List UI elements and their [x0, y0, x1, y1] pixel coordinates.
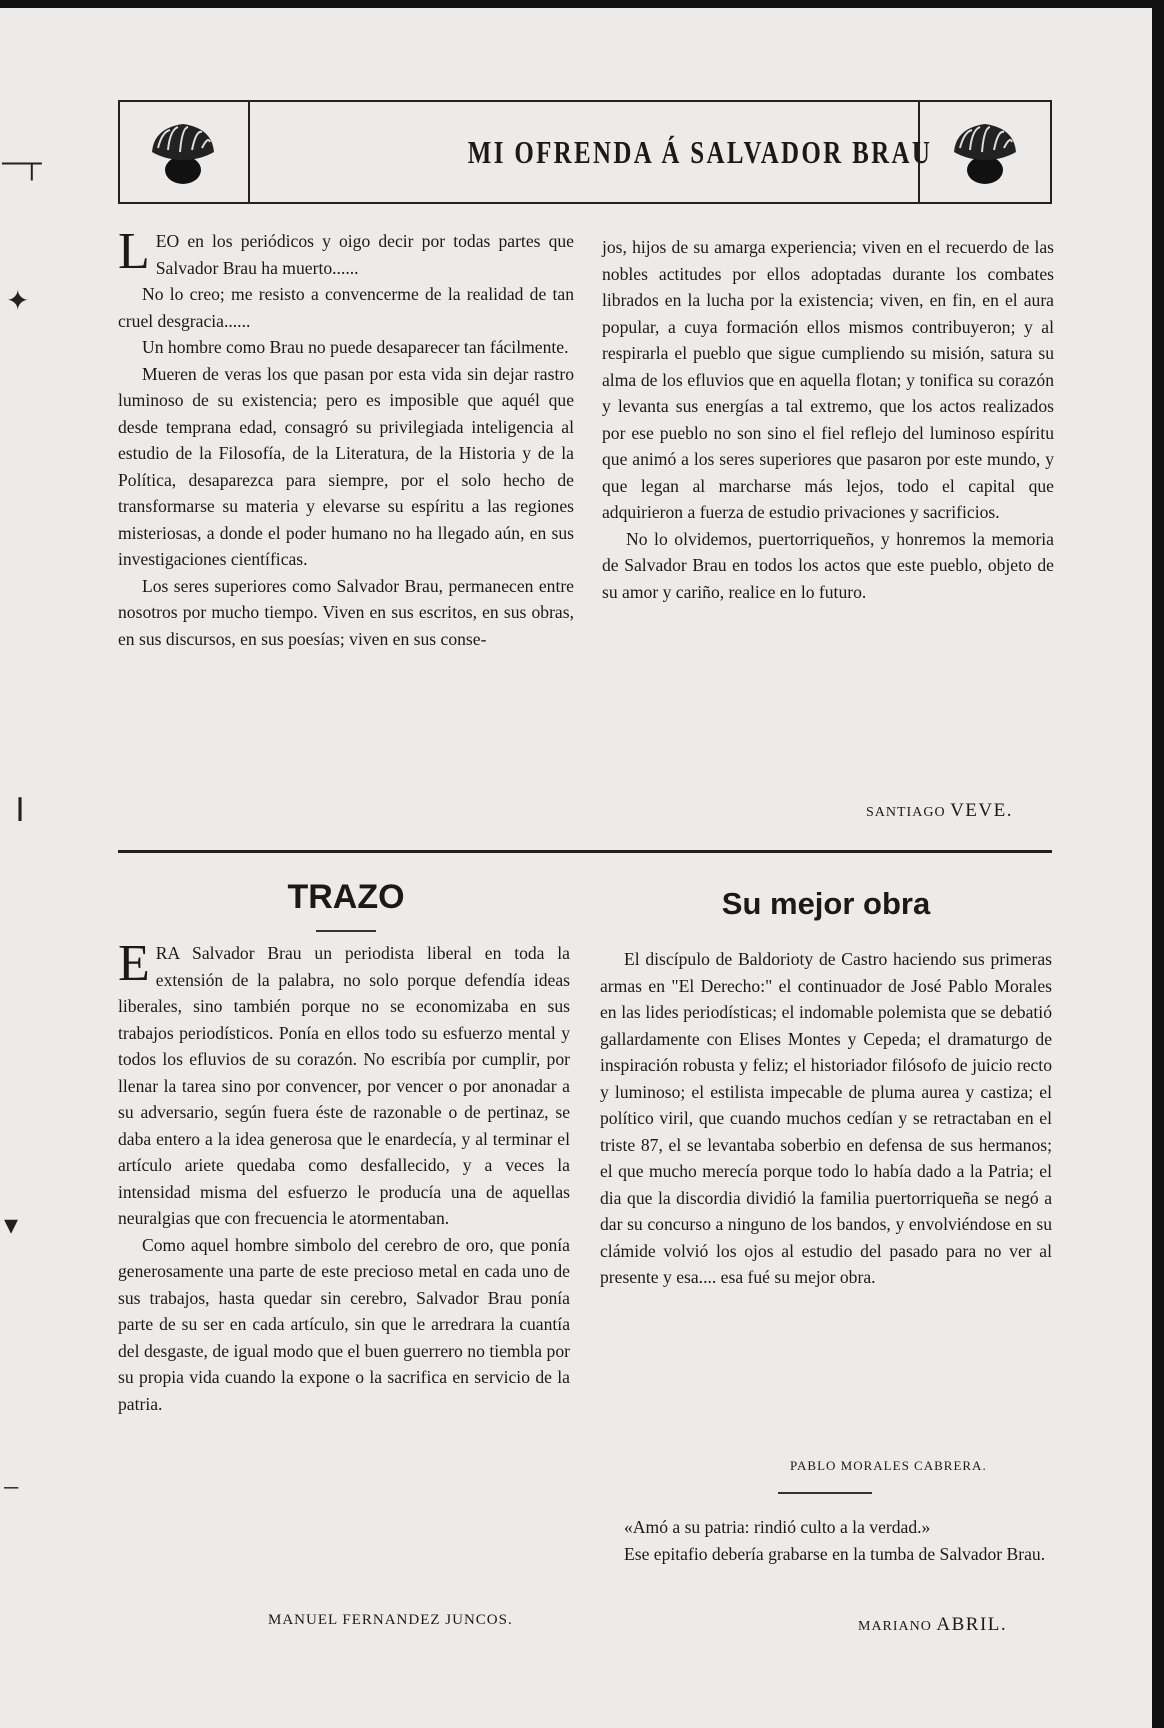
signature-last-name: VEVE. — [950, 800, 1013, 821]
signature: PABLO MORALES CABRERA. — [790, 1458, 987, 1473]
paragraph: No lo creo; me resisto a convencerme de la realidad de tan cruel desgracia...... — [118, 284, 574, 331]
dropcap: E — [118, 935, 150, 992]
article1-right-column — [602, 234, 1054, 605]
epitaph-block — [600, 1514, 1052, 1567]
paragraph: RA Salvador Brau un periodista liberal en toda la extensión de la palabra, no solo porque defendía ideas liberales, sino también porque no se economizaba en sus trabajos periodísticos. Ponía en ellos todo su esfuerzo mental y todos los efluvios de su corazón. No escribía por cumplir, por llenar la tarea sino por convencer, por vencer o por anonadar a su adversario, según fuera éste de razonable o de pertinaz, se daba entero a la idea generosa que le enardecía, y al terminar el artículo ariete quedaba como desfallecido, y a veces la intensidad misma del esfuerzo le producía una de aquellas neuralgias que con frecuencia le atormentaban. — [118, 943, 570, 1228]
paragraph: EO en los periódicos y oigo decir por todas partes que Salvador Brau ha muerto...... — [155, 231, 574, 278]
article-title: TRAZO — [287, 878, 405, 916]
paragraph: Como aquel hombre simbolo del cerebro de oro, que ponía generosamente una parte de este precioso metal en cada uno de sus trabajos, hasta quedar sin cerebro, Salvador Brau ponía parte de su ser en cada artículo, sin que le arredrara la cuantía del desgaste, de igual modo que el buen guerrero no tiembla por su propia vida cuando la expone o la sacrifica en servicio de la patria. — [118, 1234, 570, 1414]
signature: MANUEL FERNANDEZ JUNCOS. — [268, 1612, 513, 1628]
margin-mark: ▾ — [4, 1210, 19, 1241]
title-underline — [316, 930, 376, 932]
paragraph: Un hombre como Brau no puede desaparecer tan fácilmente. — [142, 337, 569, 357]
paragraph: Mueren de veras los que pasan por esta vida sin dejar rastro luminoso de su existencia; pero es imposible que aquél que desde temprana edad, consagró su privilegiada inteligencia al estudio de la Filosofía, de la Literatura, de la Historia y de la Política, desaparezca para siempre, por el solo hecho de transformarse su materia y elevarse su espíritu a las regiones misteriosas, a donde el poder humano no ha llegado aún, en sus investigaciones científicas. — [118, 363, 574, 569]
signature-last-name: ABRIL. — [936, 1614, 1008, 1635]
scan-right-edge — [1152, 0, 1164, 1728]
signature — [858, 1614, 1007, 1636]
section-divider — [118, 850, 1052, 853]
flower-ornament-icon — [942, 112, 1028, 192]
paragraph: Los seres superiores como Salvador Brau, permanecen entre nosotros por mucho tiempo. Viven en sus escritos, en sus obras, en sus discursos, en sus poesías; viven en sus conse- — [118, 575, 574, 649]
signature-first-name: SANTIAGO — [866, 805, 946, 820]
article-header-box — [118, 100, 1052, 204]
paragraph: No lo olvidemos, puertorriqueños, y honremos la memoria de Salvador Brau en todos los actos que este pueblo, objeto de su amor y cariño, realice en lo futuro. — [602, 528, 1054, 602]
margin-mark: ┃ — [14, 799, 27, 821]
signature-first-name: MARIANO — [858, 1619, 932, 1634]
header-title: MI OFRENDA Á SALVADOR BRAU — [467, 133, 933, 170]
paragraph: jos, hijos de su amarga experiencia; viven en el recuerdo de las nobles actitudes por ellos adoptadas durante los combates librados en la lucha por la existencia; viven, en fin, en el aura popular, a cuya formación ellos mismos contribuyeron; y al respirarla el pueblo que sigue cumpliendo su misión, satura su alma de los efluvios que en aquella flotan; y tonifica su corazón y levanta sus energías a tal extremo, que los actos realizados por ese pueblo no son sino el fiel reflejo del luminoso espíritu que animó a los seres superiores que pasaron por este mundo, y que legan al marcharse más lejos, todo el capital que adquirieron a fuerza de estudio privaciones y sacrificios. — [602, 237, 1054, 522]
epitaph-quote: «Amó a su patria: rindió culto a la verdad.» — [624, 1517, 931, 1537]
flower-ornament-icon — [140, 112, 226, 192]
article1-left-column — [118, 223, 574, 652]
short-divider — [778, 1492, 872, 1494]
margin-mark: ✦ — [6, 286, 30, 317]
article2-column — [118, 935, 570, 1417]
margin-mark: ─┬ — [2, 148, 42, 179]
paragraph: El discípulo de Baldorioty de Castro haciendo sus primeras armas en "El Derecho:" el continuador de José Pablo Morales en las lides periodísticas; el indomable polemista que se debatió gallardamente con Elises Montes y Cepeda; el dramaturgo de inspiración robusta y feliz; el historiador filósofo de juicio recto y luminoso; el estilista impecable de pluma aurea y castiza; el político viril, que cuando muchos cedían y se retractaban en el triste 87, el se levantaba soberbio en defensa de sus hermanos; el que mucho merecía porque todo lo había dado a la Patria; el dia que la discordia dividió la familia puertorriqueña se negó a dar su concurso a ninguno de los bandos, y envolviéndose en su clámide volvió los ojos al estudio del pasado para no ver al presente y esa.... esa fué su mejor obra. — [600, 949, 1052, 1287]
margin-mark: ─ — [4, 1477, 19, 1499]
signature — [866, 800, 1013, 822]
dropcap: L — [118, 223, 150, 280]
scan-top-edge — [0, 0, 1164, 8]
article-title: Su mejor obra — [721, 886, 931, 921]
epitaph-text: Ese epitafio debería grabarse en la tumba de Salvador Brau. — [624, 1543, 1046, 1564]
article3-column — [600, 946, 1052, 1291]
